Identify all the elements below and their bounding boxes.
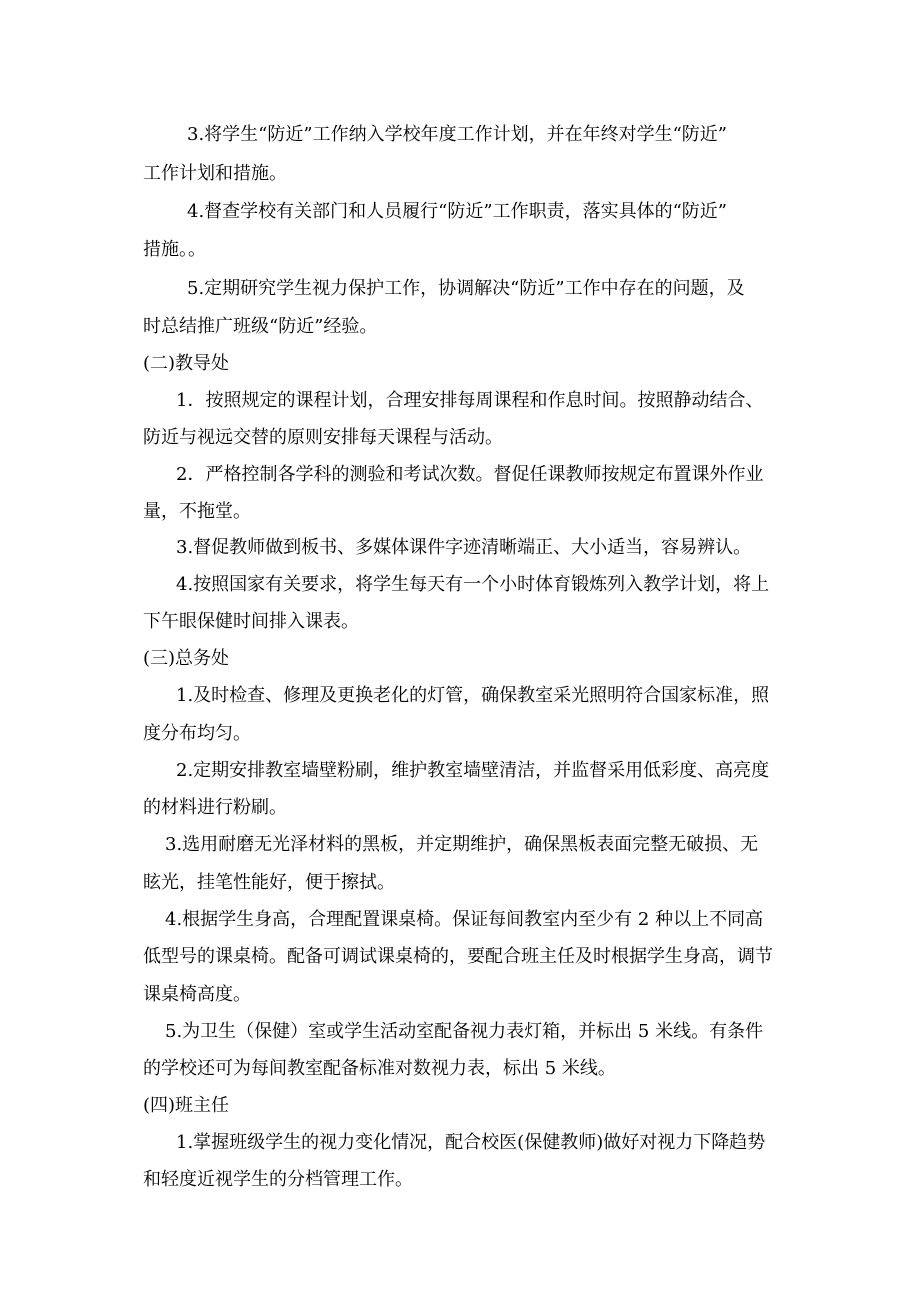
text-line: 1.掌握班级学生的视力变化情况，配合校医(保健教师)做好对视力下降趋势 — [176, 1132, 766, 1153]
text-line: 5.定期研究学生视力保护工作，协调解决“防近”工作中存在的问题，及 — [187, 278, 745, 299]
text-line: 眩光，挂笔性能好，便于擦拭。 — [143, 872, 395, 893]
text-line: 课桌椅高度。 — [143, 984, 251, 1005]
text-line: 2.定期安排教室墙壁粉刷，维护教室墙壁清洁，并监督采用低彩度、高亮度 — [176, 760, 770, 781]
section-heading: (二)教导处 — [143, 353, 230, 374]
text-line: 1．按照规定的课程计划，合理安排每周课程和作息时间。按照静动结合、 — [176, 390, 764, 411]
text-line: 3.将学生“防近”工作纳入学校年度工作计划，并在年终对学生“防近” — [187, 124, 727, 145]
text-line: 2．严格控制各学科的测验和考试次数。督促任课教师按规定布置课外作业 — [176, 464, 764, 485]
text-line: 1.及时检查、修理及更换老化的灯管，确保教室采光照明符合国家标准，照 — [176, 685, 770, 706]
text-line: 低型号的课桌椅。配备可调试课桌椅的，要配合班主任及时根据学生身高，调节 — [143, 946, 773, 967]
text-line: 措施。。 — [143, 239, 206, 260]
text-line: 和轻度近视学生的分档管理工作。 — [143, 1169, 413, 1190]
text-line: 度分布均匀。 — [143, 723, 251, 744]
text-line: 4.根据学生身高，合理配置课桌椅。保证每间教室内至少有 2 种以上不同高 — [165, 909, 764, 930]
text-line: 4.按照国家有关要求，将学生每天有一个小时体育锻炼列入教学计划，将上 — [176, 574, 770, 595]
text-line: 4.督查学校有关部门和人员履行“防近”工作职责，落实具体的“防近” — [187, 201, 727, 222]
text-line: 下午眼保健时间排入课表。 — [143, 611, 359, 632]
section-heading: (四)班主任 — [143, 1095, 230, 1116]
text-line: 时总结推广班级“防近”经验。 — [143, 316, 378, 337]
text-line: 的材料进行粉刷。 — [143, 797, 287, 818]
text-line: 的学校还可为每间教室配备标准对数视力表，标出 5 米线。 — [143, 1058, 616, 1079]
section-heading: (三)总务处 — [143, 648, 230, 669]
text-line: 量，不拖堂。 — [143, 501, 251, 522]
text-line: 3.选用耐磨无光泽材料的黑板，并定期维护，确保黑板表面完整无破损、无 — [165, 834, 759, 855]
text-line: 工作计划和措施。 — [143, 163, 287, 184]
text-line: 3.督促教师做到板书、多媒体课件字迹清晰端正、大小适当，容易辨认。 — [176, 537, 752, 558]
text-line: 防近与视远交替的原则安排每天课程与活动。 — [143, 427, 503, 448]
text-line: 5.为卫生（保健）室或学生活动室配备视力表灯箱，并标出 5 米线。有条件 — [165, 1021, 764, 1042]
